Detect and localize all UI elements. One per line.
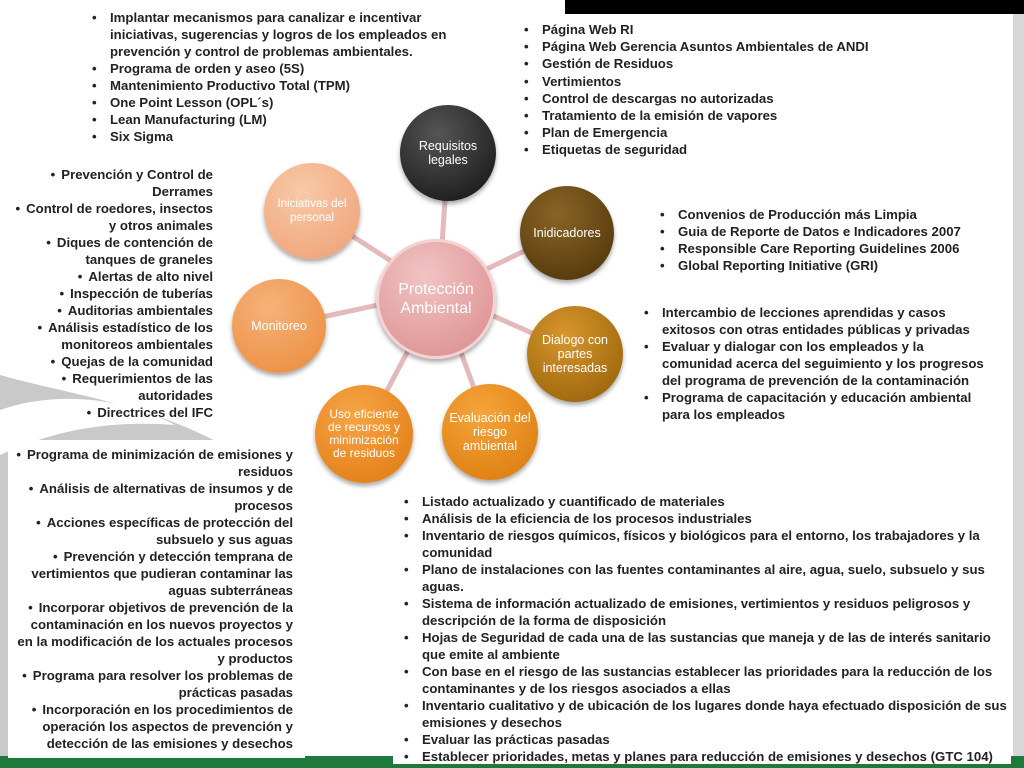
list-item: • Mantenimiento Productivo Total (TPM) xyxy=(92,77,452,94)
list-indicadores xyxy=(660,206,1010,274)
list-requisitos-legales xyxy=(524,21,964,159)
node-label: Uso eficiente de recursos y minimización de residuos xyxy=(327,407,401,460)
list-item: • Acciones específicas de protección del subsuelo y sus aguas xyxy=(36,515,293,547)
list-evaluacion-riesgo xyxy=(404,493,1008,765)
node-indicadores xyxy=(520,186,614,280)
list-monitoreo xyxy=(14,166,213,421)
list-iniciativas-personal xyxy=(92,9,452,145)
list-item: • Etiquetas de seguridad xyxy=(524,141,964,158)
list-item: • Prevención y Control de Derrames xyxy=(50,167,213,199)
list-item: • Control de descargas no autorizadas xyxy=(524,90,964,107)
list-item: • Análisis estadístico de los monitoreos ambientales xyxy=(37,320,213,352)
node-label: Iniciativas del personal xyxy=(277,198,347,224)
list-item: • Sistema de información actualizado de emisiones, vertimientos y residuos peligrosos y descripción de la forma de disposición xyxy=(404,595,1008,629)
list-item: • Prevención y detección temprana de vertimientos que pudieran contaminar las aguas subterráneas xyxy=(31,549,293,598)
list-item: • Guia de Reporte de Datos e Indicadores 2007 xyxy=(660,223,1010,240)
list-item: • One Point Lesson (OPL´s) xyxy=(92,94,452,111)
list-item: • Auditorias ambientales xyxy=(57,303,213,318)
list-item: • Inspección de tuberías xyxy=(59,286,213,301)
list-dialogo xyxy=(644,304,994,423)
list-item: • Con base en el riesgo de las sustancias establecer las prioridades para la reducción de los contaminantes y de los riesgos asociados a ellas xyxy=(404,663,1008,697)
node-dialogo xyxy=(527,306,623,402)
list-item: • Implantar mecanismos para canalizar e incentivar iniciativas, sugerencias y logros de los empleados en prevención y control de problemas ambientales. xyxy=(92,9,452,60)
top-black-bar xyxy=(565,0,1024,14)
list-item: • Vertimientos xyxy=(524,73,964,90)
list-item: • Inventario de riesgos químicos, físicos y biológicos para el entorno, los trabajadores y la comunidad xyxy=(404,527,1008,561)
node-iniciativas xyxy=(264,163,360,259)
node-label: Inidicadores xyxy=(533,226,601,240)
list-item: • Global Reporting Initiative (GRI) xyxy=(660,257,1010,274)
list-item: • Diques de contención de tanques de graneles xyxy=(46,235,213,267)
list-item: • Programa de capacitación y educación ambiental para los empleados xyxy=(644,389,994,423)
list-uso-eficiente xyxy=(12,446,293,752)
node-label: Requisitos legales xyxy=(418,139,478,167)
list-item: • Programa de minimización de emisiones y residuos xyxy=(16,447,293,479)
list-item: • Plano de instalaciones con las fuentes contaminantes al aire, agua, suelo, subsuelo y sus aguas. xyxy=(404,561,1008,595)
node-uso-eficiente xyxy=(315,385,413,483)
list-item: • Inventario cualitativo y de ubicación de los lugares donde haya efectuado disposición de sus emisiones y desechos xyxy=(404,697,1008,731)
list-item: • Página Web Gerencia Asuntos Ambientales de ANDI xyxy=(524,38,964,55)
list-item: • Listado actualizado y cuantificado de materiales xyxy=(404,493,1008,510)
list-item: • Establecer prioridades, metas y planes para reducción de emisiones y desechos (GTC 104) xyxy=(404,748,1008,765)
list-item: • Gestión de Residuos xyxy=(524,55,964,72)
list-item: • Convenios de Producción más Limpia xyxy=(660,206,1010,223)
list-item: • Evaluar las prácticas pasadas xyxy=(404,731,1008,748)
list-item: • Evaluar y dialogar con los empleados y la comunidad acerca del seguimiento y los progresos del programa de prevención de la contaminación xyxy=(644,338,994,389)
list-item: • Tratamiento de la emisión de vapores xyxy=(524,107,964,124)
list-item: • Página Web RI xyxy=(524,21,964,38)
list-item: • Requerimientos de las autoridades xyxy=(61,371,213,403)
list-item: • Control de roedores, insectos y otros animales xyxy=(15,201,213,233)
list-item: • Six Sigma xyxy=(92,128,452,145)
right-gray-strip xyxy=(1013,14,1024,768)
node-monitoreo xyxy=(232,279,326,373)
list-item: • Programa para resolver los problemas de prácticas pasadas xyxy=(22,668,293,700)
list-item: • Alertas de alto nivel xyxy=(77,269,213,284)
list-item: • Responsible Care Reporting Guidelines 2006 xyxy=(660,240,1010,257)
list-item: • Plan de Emergencia xyxy=(524,124,964,141)
list-item: • Directrices del IFC xyxy=(86,405,213,420)
node-label: Evaluación del riesgo ambiental xyxy=(449,411,531,453)
list-item: • Intercambio de lecciones aprendidas y casos exitosos con otras entidades públicas y privadas xyxy=(644,304,994,338)
list-item: • Incorporación en los procedimientos de operación los aspectos de prevención y detección de las emisiones y desechos xyxy=(31,702,293,751)
list-item: • Hojas de Seguridad de cada una de las sustancias que maneja y de las de interés sanitario que emite al ambiente xyxy=(404,629,1008,663)
center-node-proteccion xyxy=(376,239,496,359)
list-item: • Lean Manufacturing (LM) xyxy=(92,111,452,128)
list-item: • Quejas de la comunidad xyxy=(50,354,213,369)
node-label: Monitoreo xyxy=(251,319,307,333)
list-item: • Análisis de alternativas de insumos y de procesos xyxy=(28,481,293,513)
list-item: • Programa de orden y aseo (5S) xyxy=(92,60,452,77)
node-label: Dialogo con partes interesadas xyxy=(541,333,608,375)
list-item: • Incorporar objetivos de prevención de la contaminación en los nuevos proyectos y en la modificación de los actuales procesos y productos xyxy=(17,600,293,666)
center-node-label: Protección Ambiental xyxy=(398,281,474,317)
list-item: • Análisis de la eficiencia de los procesos industriales xyxy=(404,510,1008,527)
node-evaluacion xyxy=(442,384,538,480)
